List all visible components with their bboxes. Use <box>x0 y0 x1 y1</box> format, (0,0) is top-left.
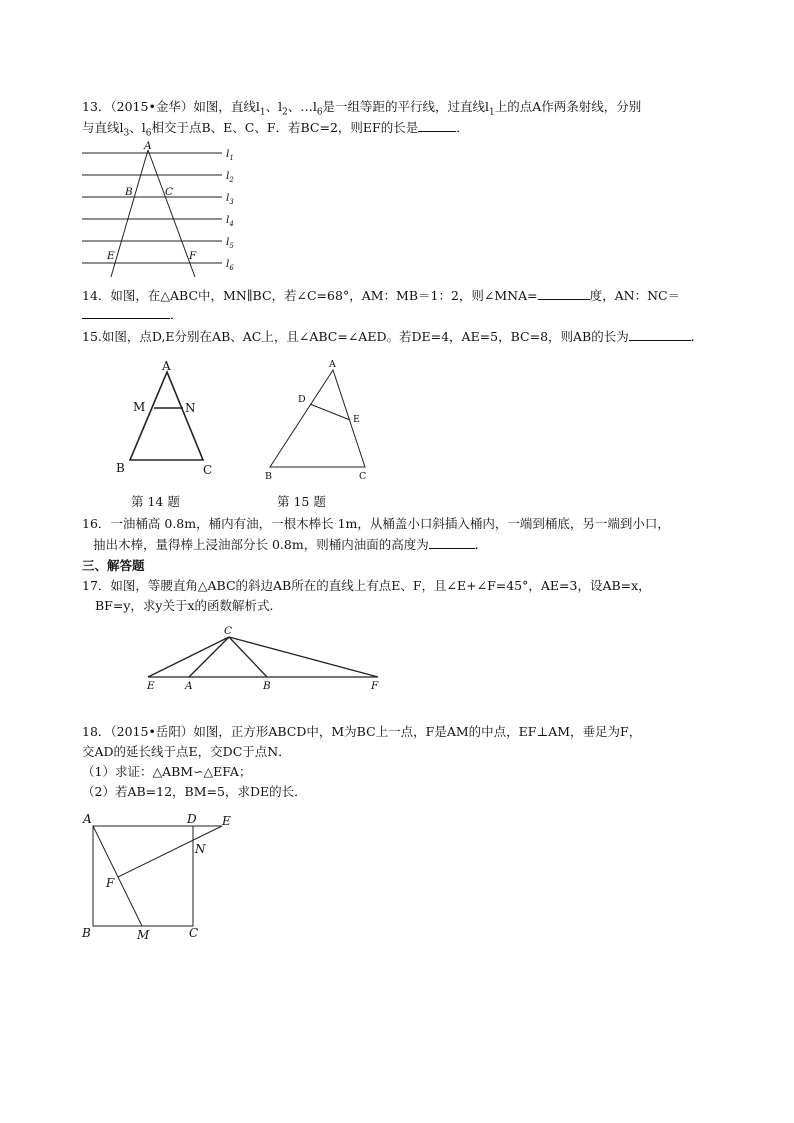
fig18-point-D: D <box>187 812 197 826</box>
q18-line3: （1）求证：△ABM∽△EFA； <box>82 764 252 779</box>
point-F: F <box>189 250 197 262</box>
q16-end: ． <box>474 537 488 552</box>
q13-number: 13． <box>82 99 111 114</box>
q14-mid: 度，AN：NC＝ <box>589 288 681 303</box>
fig14-caption: 第 14 题 <box>131 494 180 509</box>
fig17-point-F: F <box>371 680 379 692</box>
fig18-point-A: A <box>83 812 92 826</box>
label-l5: $l_5$ <box>226 236 234 250</box>
fig15-caption: 第 15 题 <box>277 494 326 509</box>
fig18-point-N: N <box>195 842 206 856</box>
q13-sub-1b: 1 <box>489 107 495 118</box>
fig14-point-M: M <box>133 400 146 414</box>
fig14-point-B: B <box>116 461 125 475</box>
q13-text-c: 、…l <box>287 99 317 114</box>
q18-line4: （2）若AB=12，BM=5，求DE的长． <box>82 784 307 799</box>
q13-text-a: 如图，直线l <box>193 99 260 114</box>
point-A: A <box>144 140 152 152</box>
section-heading-3: 三、解答题 <box>82 558 145 573</box>
q13-line2-b: 、l <box>129 120 146 135</box>
fig18-point-F: F <box>106 876 115 890</box>
label-l1: $l_1$ <box>226 148 234 162</box>
point-C: C <box>165 186 174 198</box>
fig18-point-C: C <box>189 926 199 940</box>
fig17-point-A: A <box>185 680 193 692</box>
fig17-point-E: E <box>147 680 155 692</box>
q15-end: ． <box>690 329 704 344</box>
fig14-point-C: C <box>203 463 213 477</box>
fig15-point-B: B <box>265 471 272 482</box>
q17-line2: BF=y，求y关于x的函数解析式. <box>95 598 274 613</box>
q13-end: ． <box>456 120 469 135</box>
point-E: E <box>107 250 115 262</box>
q18-line1: 18．（2015•岳阳）如图，正方形ABCD中，M为BC上一点，F是AM的中点，EF⊥AM，垂足为F， <box>82 724 642 739</box>
fig15-point-E: E <box>353 414 360 425</box>
label-l3: $l_3$ <box>226 192 234 206</box>
label-l4: $l_4$ <box>226 214 234 228</box>
q13-text-d: 是一组等距的平行线，过直线l <box>322 99 490 114</box>
q14-end: ． <box>170 307 183 322</box>
segment-FE <box>118 826 222 877</box>
label-l2: $l_2$ <box>226 170 234 184</box>
q13-sub-3: 3 <box>123 128 130 139</box>
fig15-point-C: C <box>359 471 367 482</box>
fig17-point-B: B <box>263 680 271 692</box>
q16-text: 抽出木棒，量得棒上浸油部分长 0.8m，则桶内油面的高度为 <box>93 537 429 552</box>
segment-AM <box>93 826 142 926</box>
q16-line1: 16．一油桶高 0.8m，桶内有油，一根木棒长 1m，从桶盖小口斜插入桶内，一端到桶底，另一端到小口， <box>82 516 670 531</box>
label-l6: $l_6$ <box>226 258 234 272</box>
q18-line2: 交AD的延长线于点E，交DC于点N． <box>82 744 291 759</box>
point-B: B <box>125 186 133 198</box>
q13-text-b: 、l <box>265 99 283 114</box>
fig18-point-E: E <box>222 814 231 828</box>
q13-line2-c: 相交于点B、E、C、F．若BC=2，则EF的长是 <box>151 120 419 135</box>
q13-source: （2015•金华） <box>110 99 194 114</box>
q13-sub-6b: 6 <box>145 128 152 139</box>
q13-sub-2: 2 <box>282 107 288 118</box>
q13-line2-a: 与直线l <box>82 120 124 135</box>
fig15-point-D: D <box>298 394 306 405</box>
fig14-point-A: A <box>162 359 171 373</box>
fig17-point-C: C <box>224 625 233 637</box>
q13-sub-1: 1 <box>259 107 266 118</box>
fig18-point-M: M <box>137 928 150 942</box>
q14-text: 14．如图，在△ABC中，MN∥BC，若∠C=68°，AM：MB＝1：2，则∠MNA= <box>82 288 538 303</box>
fig15-point-A: A <box>329 359 336 370</box>
q13-text-e: 上的点A作两条射线，分别 <box>494 99 642 114</box>
q15-text: 15.如图，点D,E分别在AB、AC上，且∠ABC=∠AED。若DE=4，AE=5，BC=8，则AB的长为 <box>82 329 629 344</box>
fig14-point-N: N <box>185 401 196 415</box>
fig18-point-B: B <box>82 926 91 940</box>
q13-sub-6: 6 <box>316 107 323 118</box>
q17-line1: 17．如图，等腰直角△ABC的斜边AB所在的直线上有点E、F，且∠E+∠F=45°，AE=3，设AB=x， <box>82 578 651 593</box>
